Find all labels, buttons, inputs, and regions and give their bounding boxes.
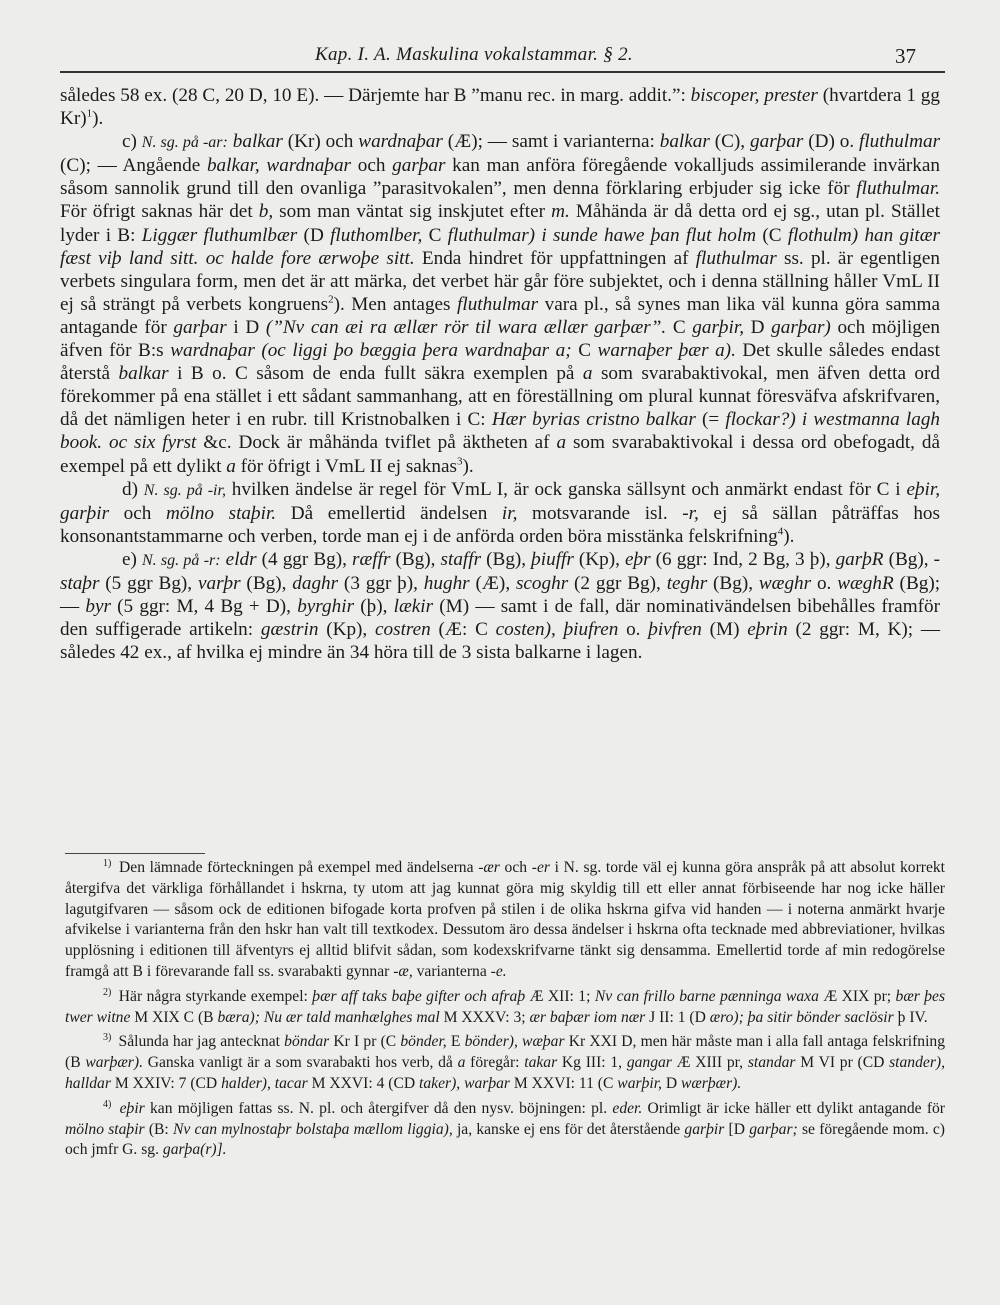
italic-run: wardnaþar (oc liggi þo bæggia þera wardnaþar a; xyxy=(170,340,572,362)
text-run: o. xyxy=(811,572,838,594)
italic-run: halder), tacar xyxy=(221,1074,308,1092)
text-run: M XXVI: 4 (CD xyxy=(307,1074,420,1092)
text-run: (= xyxy=(695,409,726,431)
italic-run: wærþær). xyxy=(681,1074,742,1092)
text-run: e) xyxy=(122,548,142,570)
italic-run: takar xyxy=(524,1054,558,1072)
text-run: för öfrigt i VmL II ej saknas xyxy=(235,455,457,477)
italic-run: eþir xyxy=(119,1099,145,1117)
italic-run: wæghR xyxy=(837,572,894,594)
footnote-2 xyxy=(65,987,945,1029)
italic-run: balkar xyxy=(118,363,169,385)
text-run: M VI pr (CD xyxy=(795,1054,890,1072)
footnote-ref-3[interactable]: 3 xyxy=(456,455,463,468)
italic-run: warþær). xyxy=(85,1054,143,1072)
text-run: (3 ggr þ), xyxy=(338,572,424,594)
text-run: och xyxy=(109,502,167,524)
italic-run: lækir xyxy=(393,596,434,618)
italic-run: hughr xyxy=(423,572,470,594)
italic-run: fluthulmar xyxy=(859,131,941,153)
italic-run: balkar, wardnaþar xyxy=(206,155,352,177)
text-run: Æ XIII pr, xyxy=(671,1054,748,1072)
text-run: (Bg), xyxy=(883,548,934,570)
section-label: N. sg. på -r: xyxy=(141,551,221,569)
text-run: ). xyxy=(462,455,474,477)
italic-run: varþr xyxy=(197,572,241,594)
text-run: J II: 1 (D xyxy=(645,1008,710,1026)
text-run: således 58 ex. (28 C, 20 D, 10 E). — Därjemte har B ”manu rec. in marg. addit.”: xyxy=(60,85,691,106)
paragraph-e xyxy=(60,548,940,664)
italic-run: gangar xyxy=(626,1054,672,1072)
text-run: och möjligen äfven för B:s xyxy=(60,316,941,362)
italic-run: garþa(r)]. xyxy=(162,1141,227,1159)
text-run: Æ XII: 1; xyxy=(525,987,595,1005)
italic-run: garþir, xyxy=(692,316,744,338)
italic-run: a xyxy=(457,1054,466,1072)
text-run: hvilken ändelse är regel för VmL I, är ock ganska sällsynt och anmärkt endast för C i xyxy=(225,478,907,500)
text-run: E xyxy=(446,1033,465,1051)
text-run: i D xyxy=(226,316,266,338)
italic-run: -æ, xyxy=(393,962,413,980)
text-run: varianterna xyxy=(412,962,491,980)
italic-run: eder. xyxy=(612,1099,643,1117)
footnote-ref-4[interactable]: 4 xyxy=(777,525,784,538)
text-run: (þ), xyxy=(354,596,394,618)
italic-run: balkar xyxy=(659,131,710,153)
italic-run: -er xyxy=(531,859,550,876)
paragraph-c xyxy=(60,130,940,477)
text-run: Den lämnade förteckningen på exempel med ändelserna xyxy=(114,859,479,876)
text-run: Æ XIX pr; xyxy=(818,987,896,1005)
text-run: (2 ggr: M, K); — således 42 ex., af hvilka ej mindre än 34 höra till de 3 sista balkarne i lagen. xyxy=(60,619,941,664)
text-run: &c. Dock är måhända tviflet på äktheten af xyxy=(196,432,557,454)
text-run: þ IV. xyxy=(893,1008,928,1026)
text-run: Då emellertid ändelsen xyxy=(276,502,502,524)
italic-run: fluthulmar. xyxy=(856,178,940,200)
text-run: ja, kanske ej ens för det återstående xyxy=(452,1120,685,1138)
italic-run: þivfren xyxy=(648,619,702,641)
footnote-rule xyxy=(65,853,205,854)
italic-run: eþr xyxy=(625,548,651,570)
text-run: D xyxy=(661,1074,681,1092)
text-run: (Kp), xyxy=(573,548,625,570)
text-run: M XXXV: 3; xyxy=(439,1008,530,1026)
text-run: (C), xyxy=(709,131,750,153)
italic-run: bönder, xyxy=(400,1033,447,1051)
text-run: (D) o. xyxy=(803,131,860,153)
italic-run: æro); þa sitir bönder saclösir xyxy=(709,1008,894,1026)
italic-run: garþR xyxy=(835,548,884,570)
italic-run: warþir, xyxy=(617,1074,662,1092)
text-run: M XXVI: 11 (C xyxy=(510,1074,618,1092)
text-run: vara pl., så synes man lika väl kunna göra samma antagande för xyxy=(60,293,940,338)
italic-run: scoghr xyxy=(515,572,569,594)
text-run: som man väntat sig inskjutet efter xyxy=(273,201,552,223)
footnotes xyxy=(65,858,945,1165)
text-run: (5 ggr Bg), xyxy=(99,572,198,594)
italic-run: þiuffr xyxy=(531,548,574,570)
text-run: kan man anföra föregående vokalljuds assimilerande invärkan såsom sannolik grund till den ovanliga ”parasitvokalen”, men denna förklaring erbjuder sig icke för xyxy=(60,155,940,200)
paragraph-1 xyxy=(60,84,940,130)
italic-run: eþrin xyxy=(747,619,788,641)
text-run: (C); — Angående xyxy=(60,155,207,177)
italic-run: mölno staþir xyxy=(65,1120,145,1138)
italic-run: Hær byrias cristno balkar xyxy=(491,409,696,431)
text-run: Enda hindret för uppfattningen af xyxy=(414,247,696,269)
text-run: (M) — samt i de fall, där nominativändelsen bibehålles framför den suffigerade artikeln: xyxy=(60,596,940,641)
italic-run: mölno staþir. xyxy=(166,502,277,524)
text-run: (Bg), xyxy=(390,548,441,570)
text-run: (Æ); — samt i varianterna: xyxy=(442,131,660,153)
text-run: (6 ggr: Ind, 2 Bg, 3 þ), xyxy=(650,548,836,570)
text-run: (hvartdera 1 gg Kr) xyxy=(60,85,940,130)
text-run: Sålunda har jag antecknat xyxy=(114,1033,285,1051)
text-run: i B o. C såsom de enda fullt säkra exemplen på xyxy=(168,363,583,385)
text-run: föregår: xyxy=(465,1054,525,1072)
text-run: M XIX C (B xyxy=(130,1008,218,1026)
text-run: (Æ), xyxy=(469,572,516,594)
text-run: C xyxy=(422,224,448,246)
text-run: För öfrigt saknas här det xyxy=(60,201,259,223)
text-run: d) xyxy=(122,478,144,500)
italic-run: a xyxy=(226,455,236,477)
italic-run: -staþr xyxy=(60,548,941,594)
text-run: Ganska vanligt är a som svarabakti hos verb, då xyxy=(142,1054,458,1072)
italic-run: b, xyxy=(258,201,274,223)
italic-run: gæstrin xyxy=(260,619,319,641)
text-run: c) xyxy=(122,131,142,153)
text-run: i N. sg. torde väl ej kunna göra anspråk på att absolut korrekt återgifva det värkliga förhållandet i hskrna, ty utom att jag kunnat göra mig skyldig till ett eller annat förbiseende har nog icke häller lagutgifvaren — såsom ock de editionen bifogade korta profven på stilen i de olika hskrna gifva vid handen — i noterna anmärkt hvarje afvikelse i varianterna från den hskr han valt till textkodex. Dessutom äro dessa ändelser i hskrna ofta tecknade med abbreviationer, hvilkas upplösning i editionen till äfventyrs ej alltid blifvit sådan, som kodexskrifvarne tänkt sig densamma. Emellertid torde af min redogörelse framgå att B i förevarande fall ss. svarabakti gynnar xyxy=(65,859,946,980)
text-run: Kr XXI D, men här måste man i alla fall antaga felskrifning (B xyxy=(65,1033,946,1072)
italic-run: fluthulmar) i sunde hawe þan flut holm xyxy=(447,224,757,246)
italic-run: stander), halldar xyxy=(65,1054,945,1092)
italic-run: staffr xyxy=(440,548,482,570)
italic-run: flothulm) han gitær fæst viþ land sitt. oc halde fore ærwoþe sitt. xyxy=(60,224,941,269)
section-label: N. sg. på -ar: xyxy=(141,134,228,152)
footnote-marker: 4) xyxy=(103,1098,112,1110)
italic-run: ræffr xyxy=(352,548,391,570)
italic-run: garþar xyxy=(750,131,804,153)
italic-run: fluthomlber, xyxy=(330,224,423,246)
italic-run: garþir xyxy=(684,1120,725,1138)
italic-run: warnaþer þær a). xyxy=(597,340,736,362)
text-run: (4 ggr Bg), xyxy=(256,548,353,570)
text-run: (Kp), xyxy=(318,619,375,641)
text-run: (Kr) och xyxy=(282,131,359,153)
italic-run: ær baþær iom nær xyxy=(529,1008,646,1026)
footnote-1 xyxy=(65,858,945,983)
text-run: ). xyxy=(92,108,104,130)
text-run: kan möjligen fattas ss. N. pl. och återgifver då den nysv. böjningen: pl. xyxy=(144,1099,613,1117)
text-run: (Bg), xyxy=(481,548,532,570)
text-run: (Bg); — xyxy=(60,572,941,618)
paragraph-d xyxy=(60,478,940,548)
italic-run: garþar) xyxy=(771,316,831,338)
text-run: Måhända är då detta ord ej sg., utan pl. Stället lyder i B: xyxy=(60,201,940,246)
text-run: motsvarande isl. xyxy=(517,502,683,524)
text-run: Orimligt är icke häller ett dylikt antagande för xyxy=(642,1099,945,1117)
text-run: (Bg), xyxy=(707,572,759,594)
body-text xyxy=(60,84,940,664)
italic-run: ir, xyxy=(501,502,518,524)
italic-run: taker), warþar xyxy=(419,1074,511,1092)
italic-run: -e. xyxy=(490,962,507,980)
italic-run: wardnaþar xyxy=(358,131,443,153)
italic-run: fluthulmar xyxy=(695,247,777,269)
footnote-ref-2[interactable]: 2 xyxy=(328,293,334,306)
italic-run: costren xyxy=(375,619,431,641)
footnote-ref-1[interactable]: 1 xyxy=(86,107,93,120)
text-run: och xyxy=(499,859,532,876)
italic-run: bæra); Nu ær tald manhælghes mal xyxy=(217,1008,440,1026)
text-run: o. xyxy=(618,619,649,641)
italic-run: balkar xyxy=(232,131,283,153)
header-rule xyxy=(60,71,945,73)
text-run: ). Men antages xyxy=(333,293,458,315)
italic-run: biscoper, prester xyxy=(690,85,818,106)
italic-run: garþar xyxy=(173,316,227,338)
italic-run: a xyxy=(582,363,593,385)
italic-run: (”Nv can æi ra ællær rör til wara ællær garþær”. xyxy=(265,316,667,338)
text-run: ss. pl. är egentligen verbets singulara form, men det är att märka, det verbet här går före subjektet, och i denna ställning håller VmL II ej så strängt på verbets kongruens xyxy=(60,247,940,315)
text-run: M XXIV: 7 (CD xyxy=(110,1074,222,1092)
italic-run: byrghir xyxy=(297,596,355,618)
text-run: se föregående mom. c) och jmfr G. sg. xyxy=(65,1120,945,1159)
running-head: Kap. I. A. Maskulina vokalstammar. § 2. xyxy=(315,44,633,65)
italic-run: Nv can mylnostaþr bolstaþa mællom liggia), xyxy=(173,1120,453,1138)
text-run: [D xyxy=(724,1120,750,1138)
text-run: som svarabaktivokal, men äfven detta ord förekommer på ena stället i ett sådant sammanhang, att en föreställning om plural kunnat föresväfva afskrifvaren, då det nämligen heter i en rubr. till Kristnobalken i C: xyxy=(60,363,940,431)
italic-run: Nv can frillo barne pænninga waxa xyxy=(594,987,819,1005)
italic-run: -ær xyxy=(478,859,500,876)
text-run: (5 ggr: M, 4 Bg + D), xyxy=(110,596,298,618)
italic-run: garþar; xyxy=(749,1120,798,1138)
italic-run: wæghr xyxy=(758,572,812,594)
text-run: Det skulle således endast återstå xyxy=(60,340,940,385)
section-label: N. sg. på -ir, xyxy=(143,481,226,499)
text-run: (B: xyxy=(144,1120,173,1138)
text-run: C xyxy=(666,316,693,338)
italic-run: bær þes twer witne xyxy=(65,987,946,1026)
text-run: Kr I pr (C xyxy=(329,1033,401,1051)
italic-run: Liggær fluthumlbær xyxy=(141,224,298,246)
italic-run: -r, xyxy=(682,502,699,524)
italic-run: costen), þiufren xyxy=(495,619,619,641)
text-run: (D xyxy=(297,224,331,246)
italic-run: a xyxy=(556,432,567,454)
text-run: Kg III: 1, xyxy=(557,1054,627,1072)
footnote-marker: 1) xyxy=(103,857,112,869)
text-run: C xyxy=(571,340,598,362)
italic-run: garþar xyxy=(392,155,446,177)
italic-run: flockar?) i westmanna lagh book. oc six fyrst xyxy=(60,409,941,454)
italic-run: m. xyxy=(551,201,570,223)
text-run: ). xyxy=(783,525,795,547)
page-header xyxy=(60,44,942,72)
text-run: Här några styrkande exempel: xyxy=(114,987,313,1005)
text-run: (Bg), xyxy=(240,572,293,594)
text-run: (2 ggr Bg), xyxy=(568,572,667,594)
text-run: D xyxy=(744,316,772,338)
italic-run: bönder), wæþar xyxy=(464,1033,565,1051)
text-run: (M) xyxy=(701,619,748,641)
text-run: (Æ: C xyxy=(430,619,496,641)
page-number: 37 xyxy=(895,44,916,68)
footnote-marker: 3) xyxy=(103,1032,112,1044)
italic-run: standar xyxy=(747,1054,796,1072)
italic-run: þær aff taks baþe gifter och afraþ xyxy=(312,987,526,1005)
footnote-4 xyxy=(65,1099,945,1161)
text-run: och xyxy=(351,155,393,177)
text-run: ej så sällan påträffas hos konsonantstammarne och verben, torde man ej i de anförda orden böra misstänka felskrifning xyxy=(60,502,940,547)
footnote-3 xyxy=(65,1032,945,1094)
italic-run: fluthulmar xyxy=(457,293,539,315)
italic-run: eþir, garþir xyxy=(60,478,941,524)
text-run: (C xyxy=(756,224,788,246)
italic-run: eldr xyxy=(225,548,257,570)
italic-run: teghr xyxy=(666,572,708,594)
italic-run: daghr xyxy=(292,572,339,594)
footnote-marker: 2) xyxy=(103,986,112,998)
italic-run: byr xyxy=(85,596,111,618)
text-run: som svarabaktivokal i dessa ord obefogadt, då exempel på ett dylikt xyxy=(60,432,941,477)
italic-run: böndar xyxy=(284,1033,330,1051)
